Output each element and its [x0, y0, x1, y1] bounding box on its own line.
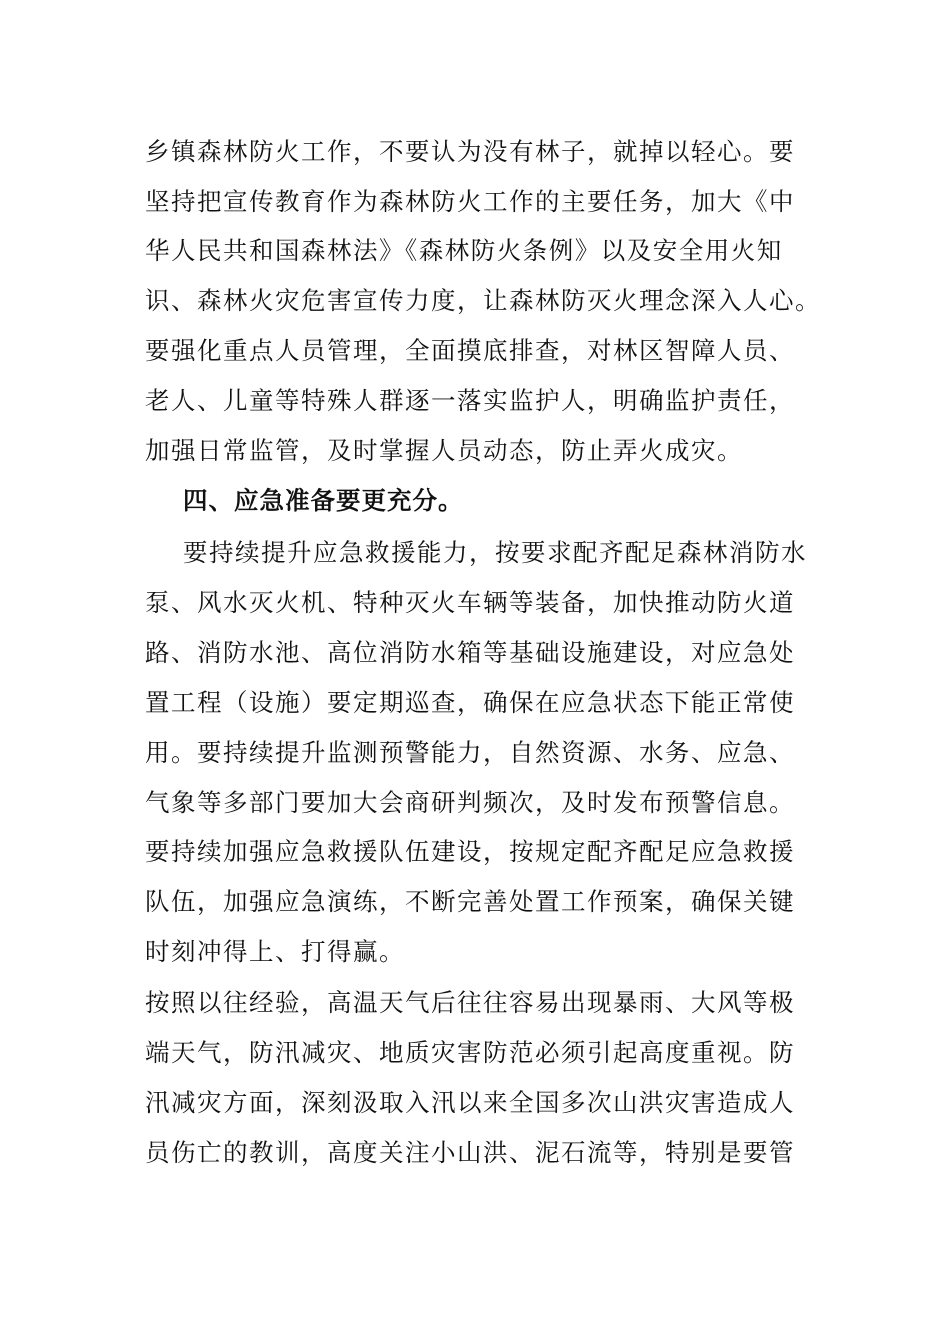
text-line: 乡镇森林防火工作，不要认为没有林子，就掉以轻心。要	[145, 137, 795, 166]
text-line: 泵、风水灭火机、特种灭火车辆等装备，加快推动防火道	[145, 588, 795, 617]
text-line: 坚持把宣传教育作为森林防火工作的主要任务，加大《中	[145, 187, 795, 216]
text-line: 要持续提升应急救援能力，按要求配齐配足森林消防水	[183, 538, 807, 567]
section-heading: 四、应急准备要更充分。	[183, 486, 464, 515]
text-line: 按照以往经验，高温天气后往往容易出现暴雨、大风等极	[145, 988, 795, 1017]
text-line: 要持续加强应急救援队伍建设，按规定配齐配足应急救援	[145, 837, 795, 866]
text-line: 老人、儿童等特殊人群逐一落实监护人，明确监护责任，	[145, 386, 795, 415]
text-line: 端天气，防汛减灾、地质灾害防范必须引起高度重视。防	[145, 1038, 795, 1067]
text-line: 识、森林火灾危害宣传力度，让森林防灭火理念深入人心。	[145, 286, 821, 315]
text-line: 用。要持续提升监测预警能力，自然资源、水务、应急、	[145, 738, 795, 767]
text-line: 华人民共和国森林法》《森林防火条例》以及安全用火知	[145, 236, 783, 265]
text-line: 队伍，加强应急演练，不断完善处置工作预案，确保关键	[145, 887, 795, 916]
text-line: 要强化重点人员管理，全面摸底排查，对林区智障人员、	[145, 336, 795, 365]
text-line: 员伤亡的教训，高度关注小山洪、泥石流等，特别是要管	[145, 1138, 795, 1167]
text-line: 汛减灾方面，深刻汲取入汛以来全国多次山洪灾害造成人	[145, 1088, 795, 1117]
text-line: 路、消防水池、高位消防水箱等基础设施建设，对应急处	[145, 638, 795, 667]
text-line: 加强日常监管，及时掌握人员动态，防止弄火成灾。	[145, 436, 743, 465]
text-line: 气象等多部门要加大会商研判频次，及时发布预警信息。	[145, 788, 795, 817]
text-line: 时刻冲得上、打得赢。	[145, 937, 405, 966]
text-line: 置工程（设施）要定期巡查，确保在应急状态下能正常使	[145, 688, 795, 717]
